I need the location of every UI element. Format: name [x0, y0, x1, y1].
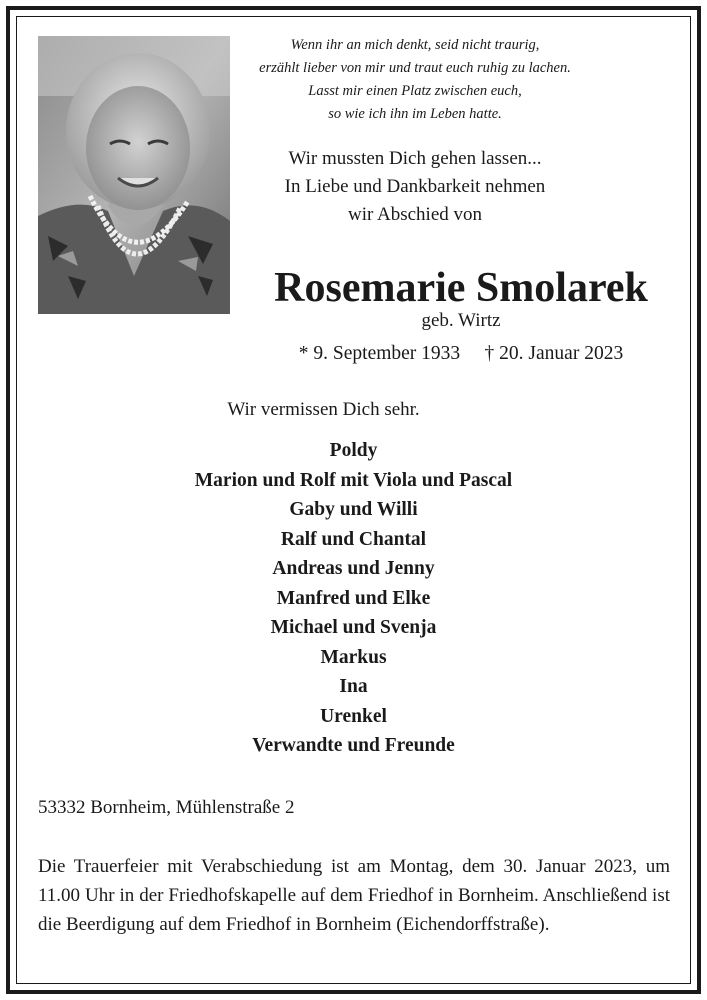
- poem-line: Lasst mir einen Platz zwischen euch,: [308, 83, 522, 99]
- deceased-name: Rosemarie Smolarek: [274, 265, 648, 311]
- poem-line: so wie ich ihn im Leben hatte.: [328, 106, 502, 122]
- mourner-entry: Ralf und Chantal: [280, 528, 427, 550]
- mourner-entry: Urenkel: [320, 705, 387, 727]
- birth-date: * 9. September 1933: [298, 343, 461, 364]
- intro-line: wir Abschied von: [347, 204, 483, 225]
- poem-line: erzählt lieber von mir und traut euch ruhig zu lachen.: [259, 60, 571, 76]
- mourner-entry: Michael und Svenja: [270, 617, 437, 638]
- portrait-photo: [38, 36, 230, 314]
- mourner-entry: Markus: [320, 646, 387, 668]
- maiden-name: geb. Wirtz: [421, 310, 501, 331]
- mourners-list: [0, 436, 707, 761]
- mourner-entry: Ina: [339, 676, 368, 697]
- intro-block: [240, 145, 590, 229]
- mourner-entry: Poldy: [329, 440, 378, 461]
- life-dates: [236, 340, 686, 368]
- death-date: † 20. Januar 2023: [484, 343, 624, 364]
- address: 53332 Bornheim, Mühlenstraße 2: [38, 797, 295, 818]
- miss-line: [0, 396, 707, 424]
- mourner-entry: Manfred und Elke: [276, 587, 431, 609]
- intro-line: Wir mussten Dich gehen lassen...: [288, 148, 542, 169]
- poem-block: [240, 34, 590, 126]
- mourner-entry: Verwandte und Freunde: [252, 735, 455, 756]
- ceremony-details: Die Trauerfeier mit Verabschiedung ist am Montag, dem 30. Januar 2023, um 11.00 Uhr in der Friedhofskapelle auf dem Friedhof in Bornheim. Anschließend ist die Beerdigung auf dem Friedhof in Bornheim (Eichendorffstraße).: [38, 856, 670, 935]
- poem-line: Wenn ihr an mich denkt, seid nicht traurig,: [290, 37, 540, 53]
- miss-text: Wir vermissen Dich sehr.: [227, 399, 420, 420]
- intro-line: In Liebe und Dankbarkeit nehmen: [284, 176, 546, 197]
- mourner-entry: Gaby und Willi: [289, 499, 418, 520]
- mourner-entry: Marion und Rolf mit Viola und Pascal: [194, 469, 513, 491]
- mourner-entry: Andreas und Jenny: [272, 558, 435, 579]
